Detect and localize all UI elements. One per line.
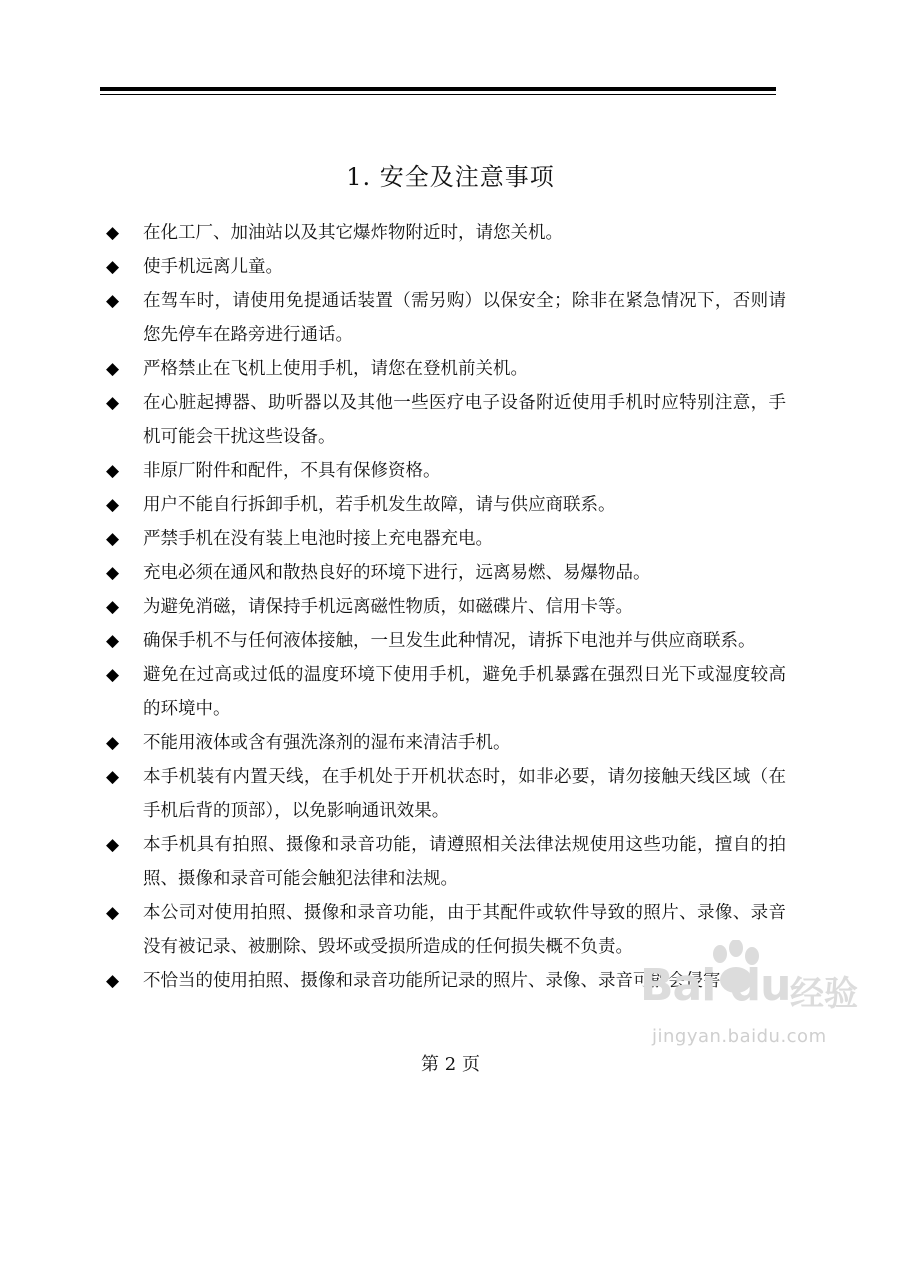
bullet-diamond-icon: ◆	[106, 291, 120, 311]
list-item-text: 在心脏起搏器、助听器以及其他一些医疗电子设备附近使用手机时应特别注意，手机可能会干扰这些设备。	[143, 393, 786, 447]
bullet-diamond-icon: ◆	[106, 495, 120, 515]
list-item-text: 不恰当的使用拍照、摄像和录音功能所记录的照片、录像、录音可能会侵害	[143, 971, 721, 991]
page-number: 第 2 页	[421, 1054, 480, 1075]
list-item	[106, 488, 786, 522]
list-item-text: 本手机具有拍照、摄像和录音功能，请遵照相关法律法规使用这些功能，擅自的拍照、摄像和录音可能会触犯法律和法规。	[143, 835, 786, 889]
list-item	[106, 522, 786, 556]
list-item	[106, 828, 786, 896]
bullet-diamond-icon: ◆	[106, 733, 120, 753]
list-item-text: 在化工厂、加油站以及其它爆炸物附近时，请您关机。	[143, 223, 563, 243]
section-title: 1. 安全及注意事项	[346, 163, 555, 191]
bullet-diamond-icon: ◆	[106, 631, 120, 651]
header-rule-thin	[100, 94, 776, 95]
list-item-text: 用户不能自行拆卸手机，若手机发生故障，请与供应商联系。	[143, 495, 616, 515]
list-item-text: 使手机远离儿童。	[143, 257, 283, 277]
bullet-diamond-icon: ◆	[106, 461, 120, 481]
list-item-text: 避免在过高或过低的温度环境下使用手机，避免手机暴露在强烈日光下或湿度较高的环境中。	[143, 665, 786, 719]
list-item	[106, 760, 786, 828]
list-item	[106, 454, 786, 488]
list-item-text: 为避免消磁，请保持手机远离磁性物质，如磁碟片、信用卡等。	[143, 597, 633, 617]
list-item-text: 严禁手机在没有装上电池时接上充电器充电。	[143, 529, 493, 549]
list-item-text: 在驾车时，请使用免提通话装置（需另购）以保安全；除非在紧急情况下，否则请您先停车在路旁进行通话。	[143, 291, 786, 345]
bullet-diamond-icon: ◆	[106, 359, 120, 379]
list-item-text: 非原厂附件和配件，不具有保修资格。	[143, 461, 441, 481]
baidu-jingyan-watermark	[640, 940, 880, 1060]
header-rule-thick	[100, 87, 776, 91]
list-item-text: 不能用液体或含有强洗涤剂的湿布来清洁手机。	[143, 733, 511, 753]
bullet-diamond-icon: ◆	[106, 597, 120, 617]
bullet-diamond-icon: ◆	[106, 223, 120, 243]
bullet-diamond-icon: ◆	[106, 971, 120, 991]
list-item	[106, 250, 786, 284]
list-item	[106, 386, 786, 454]
bullet-diamond-icon: ◆	[106, 767, 120, 787]
bullet-diamond-icon: ◆	[106, 563, 120, 583]
bullet-diamond-icon: ◆	[106, 835, 120, 855]
list-item-text: 严格禁止在飞机上使用手机，请您在登机前关机。	[143, 359, 528, 379]
bullet-diamond-icon: ◆	[106, 903, 120, 923]
watermark-brand-cn: 经验	[790, 974, 858, 1014]
list-item	[106, 590, 786, 624]
safety-list	[106, 216, 786, 998]
bullet-diamond-icon: ◆	[106, 393, 120, 413]
list-item	[106, 284, 786, 352]
bullet-diamond-icon: ◆	[106, 665, 120, 685]
list-item	[106, 726, 786, 760]
bullet-diamond-icon: ◆	[106, 257, 120, 277]
list-item	[106, 352, 786, 386]
list-item-text: 充电必须在通风和散热良好的环境下进行，远离易燃、易爆物品。	[143, 563, 651, 583]
bullet-diamond-icon: ◆	[106, 529, 120, 549]
list-item	[106, 624, 786, 658]
list-item	[106, 216, 786, 250]
watermark-url: jingyan.baidu.com	[652, 1026, 827, 1047]
list-item-text: 确保手机不与任何液体接触，一旦发生此种情况，请拆下电池并与供应商联系。	[143, 631, 756, 651]
watermark-brand: Bai du	[640, 960, 791, 1011]
list-item	[106, 556, 786, 590]
list-item	[106, 658, 786, 726]
list-item-text: 本手机装有内置天线，在手机处于开机状态时，如非必要，请勿接触天线区域（在手机后背的顶部），以免影响通讯效果。	[143, 767, 786, 821]
list-item-text: 本公司对使用拍照、摄像和录音功能，由于其配件或软件导致的照片、录像、录音没有被记录、被删除、毁坏或受损所造成的任何损失概不负责。	[143, 903, 786, 957]
